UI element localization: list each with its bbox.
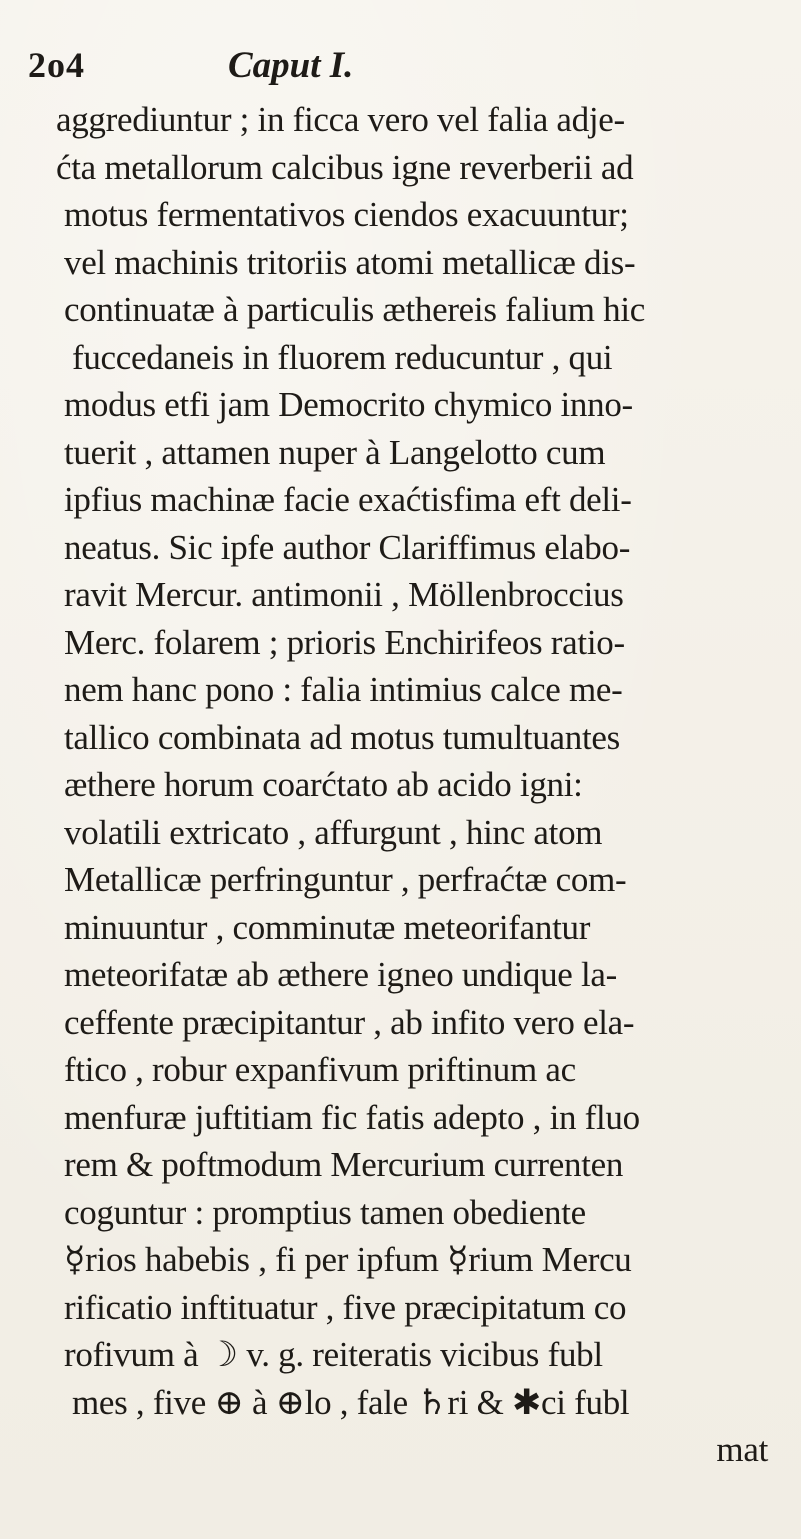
text-line-15: æthere horum coarćtato ab acido igni: <box>64 765 583 804</box>
page-header <box>28 44 788 104</box>
catchword: mat <box>716 1430 768 1469</box>
running-title: Caput I. <box>228 45 354 86</box>
text-line-19: meteorifatæ ab æthere igneo undique la- <box>64 955 617 994</box>
text-line-28: mes , five ⊕ à ⊕lo , fale ♄ri & ✱ci fubl <box>72 1382 630 1422</box>
text-line-16: volatili extricato , affurgunt , hinc atom <box>64 812 603 852</box>
text-line-11: ravit Mercur. antimonii , Möllenbroccius <box>64 575 624 614</box>
text-line-20: ceffente præcipitantur , ab infito vero ela- <box>64 1002 635 1042</box>
text-line-13: nem hanc pono : falia intimius calce me- <box>64 670 623 709</box>
page-number: 2o4 <box>28 45 85 85</box>
text-line-4: vel machinis tritoriis atomi metallicæ dis- <box>64 242 636 282</box>
text-line-12: Merc. folarem ; prioris Enchirifeos ratio- <box>64 622 625 662</box>
text-line-27: rofivum à ☽ v. g. reiteratis vicibus fubl <box>64 1335 603 1374</box>
text-line-18: minuuntur , comminutæ meteorifantur <box>64 907 591 947</box>
text-line-25: ☿rios habebis , fi per ipfum ☿rium Mercu <box>64 1240 632 1279</box>
body-text <box>56 96 796 1474</box>
text-line-3: motus fermentativos ciendos exacuuntur; <box>64 195 629 234</box>
text-line-24: coguntur : promptius tamen obediente <box>64 1192 586 1232</box>
text-line-2: ćta metallorum calcibus igne reverberii ad <box>56 147 634 187</box>
text-line-5: continuatæ à particulis æthereis falium hic <box>64 290 645 329</box>
text-line-21: ftico , robur expanfivum priftinum ac <box>64 1050 576 1089</box>
text-line-22: menfuræ juftitiam fic fatis adepto , in fluo <box>64 1097 640 1137</box>
text-line-6: fuccedaneis in fluorem reducuntur , qui <box>72 337 613 377</box>
text-line-17: Metallicæ perfringuntur , perfraćtæ com- <box>64 860 627 899</box>
text-line-14: tallico combinata ad motus tumultuantes <box>64 717 620 757</box>
text-line-7: modus etfi jam Democrito chymico inno- <box>64 385 633 424</box>
text-line-10: neatus. Sic ipfe author Clariffimus elabo- <box>64 527 631 567</box>
text-line-1: aggrediuntur ; in ficca vero vel falia adje- <box>56 100 625 139</box>
text-line-9: ipfius machinæ facie exaćtisfima eft deli- <box>64 480 632 519</box>
text-line-8: tuerit , attamen nuper à Langelotto cum <box>64 432 606 472</box>
text-line-26: rificatio inftituatur , five præcipitatum co <box>64 1287 627 1327</box>
text-line-23: rem & poftmodum Mercurium currenten <box>64 1145 624 1184</box>
